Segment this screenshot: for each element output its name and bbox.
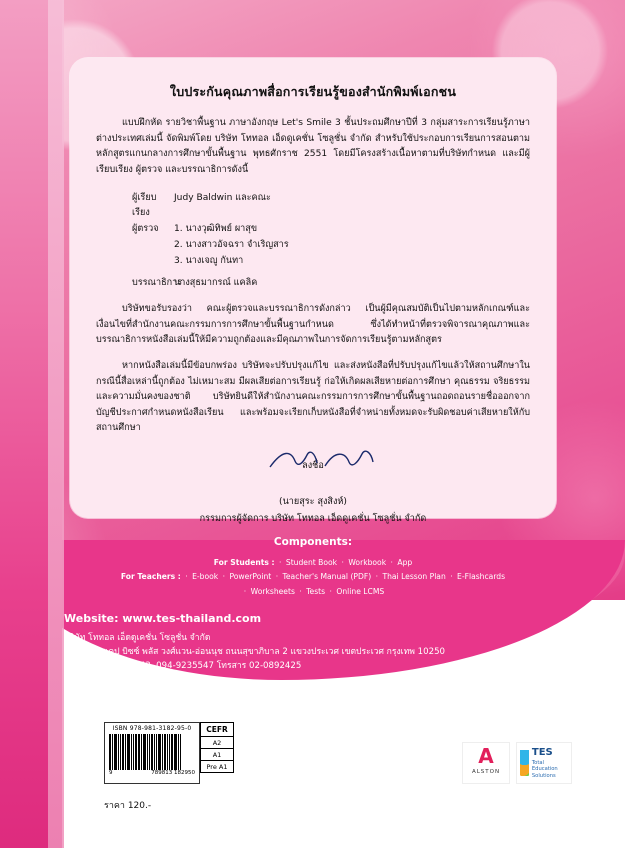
cefr-level: A2: [201, 737, 233, 749]
component-item: Tests: [306, 586, 326, 596]
signature-label: ลงชื่อ: [302, 461, 324, 472]
paragraph-3: หากหนังสือเล่มนี้มีข้อบกพร่อง บริษัทจะปรับปรุงแก้ไข และส่งหนังสือที่ปรับปรุงแก้ไขแล้วให้สถานศึกษาในกรณีนี้สื่อเหล่านี้ถูกต้อง ไม่เหมาะสม มีผลเสียต่อการเรียนรู้ ก่อให้เกิดผลเสียหายต่อการศึกษา คุณธรรม จริยธรรม และความมั่นคงของชาติ บริษัทยินดีให้สำนักงานคณะกรรมการการศึกษาขั้นพื้นฐานถอดถอนรายชื่อออกจากบัญชีประกาศกำหนดหนังสือเรียน และพร้อมจะเรียกเก็บหนังสือที่จำหน่ายทั้งหมดจะรับผิดชอบค่าเสียหายให้กับสถานศึกษา: [96, 360, 530, 434]
components-row-label: For Teachers :: [120, 572, 181, 582]
role-label: ผู้เรียบเรียง: [132, 192, 157, 219]
role-label: บรรณาธิการ: [132, 278, 183, 289]
component-item: Workbook: [348, 558, 387, 567]
company-phone: โทรศัพท์ 02-1154943, 094-9235547 โทรสาร 02-0892425: [64, 661, 302, 672]
alston-name: ALSTON: [471, 769, 501, 775]
role-row: [96, 276, 530, 292]
components-row-label: For Students :: [213, 558, 275, 567]
alston-logo: [462, 742, 510, 784]
barcode-bars: [109, 734, 195, 770]
components-row-extra: [70, 585, 556, 599]
bullet-icon: ·: [341, 558, 344, 567]
component-item: Worksheets: [250, 586, 295, 596]
component-item: Online LCMS: [336, 586, 385, 596]
components-section: [70, 536, 556, 599]
bullet-icon: ·: [450, 572, 453, 582]
role-value: 1. นางวุฒิทิพย์ ผาสุข: [174, 224, 258, 235]
signer-position: กรรมการผู้จัดการ บริษัท โททอล เอ็ดดูเคชั่น โซลูชั่น จำกัด: [199, 514, 427, 525]
components-title: Components:: [273, 536, 353, 548]
bullet-icon: ·: [222, 572, 226, 582]
signer-name: (นายสุระ สุงสิงห์): [279, 497, 347, 508]
isbn-text: ISBN 978-981-3182-95-0: [112, 725, 192, 732]
quality-assurance-panel: [70, 58, 556, 525]
contact-section: [64, 612, 584, 674]
signature-icon: [265, 447, 385, 473]
role-sub-row: [96, 238, 530, 254]
page-title: ใบประกันคุณภาพสื่อการเรียนรู้ของสำนักพิมพ์เอกชน: [169, 84, 457, 99]
cefr-level: Pre A1: [206, 762, 228, 771]
price-label: ราคา 120.-: [104, 801, 152, 811]
roles-list: [96, 191, 530, 292]
role-value: นางสุธมากรณ์ แคลิค: [174, 278, 258, 289]
bullet-icon: ·: [279, 558, 282, 567]
cefr-table: [200, 722, 234, 773]
component-item: App: [397, 558, 413, 567]
tes-logo: [516, 742, 572, 784]
role-value: Judy Baldwin และคณะ: [174, 192, 271, 203]
company-name: บริษัท โททอล เอ็ดดูเคชั่น โซลูชั่น จำกัด: [64, 633, 211, 643]
bullet-icon: ·: [243, 586, 247, 596]
signature-block: [96, 453, 530, 527]
bullet-icon: ·: [375, 572, 379, 582]
spacer: [96, 254, 174, 270]
component-item: Student Book: [285, 558, 338, 567]
role-value: 3. นางเจญู กันทา: [174, 256, 244, 267]
spine-strip-inner: [48, 0, 64, 848]
components-row-teachers: [70, 570, 556, 584]
paragraph-2: บริษัทขอรับรองว่า คณะผู้ตรวจและบรรณาธิการดังกล่าว เป็นผู้มีคุณสมบัติเป็นไปตามหลักเกณฑ์และเงื่อนไขที่สำนักงานคณะกรรมการการศึกษาขั้นพื้นฐานกำหนด ซึ่งได้ทำหน้าที่ตรวจพิจารณาคุณภาพและบรรณาธิการหนังสือเล่มนี้ให้มีความถูกต้องและมีคุณภาพในการจัดการเรียนรู้ตามหลักสูตร: [96, 304, 530, 346]
bullet-icon: ·: [299, 586, 302, 596]
alston-mark-icon: A: [478, 744, 494, 768]
bullet-icon: ·: [275, 572, 279, 582]
cefr-level: A1: [201, 749, 233, 761]
tes-abbr: TES: [531, 747, 553, 758]
paragraph-1: แบบฝึกหัด รายวิชาพื้นฐาน ภาษาอังกฤษ Let's Smile 3 ชั้นประถมศึกษาปีที่ 3 กลุ่มสาระการเรียนรู้ภาษาต่างประเทศเล่มนี้ จัดพิมพ์โดย บริษัท โททอล เอ็ดดูเคชั่น โซลูชั่น จำกัด สำหรับใช้ประกอบการเรียนการสอนตามหลักสูตรแกนกลางการศึกษาขั้นพื้นฐาน พุทธศักราช 2551 โดยมีโครงสร้างเนื้อหาตามที่บริษัทกำหนด และมีผู้เรียบเรียง ผู้ตรวจ และบรรณาธิการดังนี้: [96, 118, 530, 175]
component-item: PowerPoint: [229, 572, 272, 582]
barcode-digits: [105, 770, 199, 776]
role-row: [96, 191, 530, 223]
website-link[interactable]: Website: www.tes-thailand.com: [64, 612, 262, 625]
barcode-digit-left: 9: [109, 770, 113, 776]
bullet-icon: ·: [329, 586, 332, 596]
tes-full-name: Total Education Solutions: [531, 759, 558, 779]
barcode: [104, 722, 200, 784]
component-item: Thai Lesson Plan: [382, 572, 446, 582]
company-address: 24/25 เอชเคป บิซซ์ พลัส วงศ์แวน-อ่อนนุช ถนนสุขาภิบาล 2 แขวงประเวศ เขตประเวศ กรุงเทพ 10250: [64, 647, 446, 658]
component-item: E-book: [192, 572, 219, 582]
barcode-digit-right: 789813 182950: [151, 770, 195, 776]
role-row: [96, 222, 530, 238]
role-value: 2. นางสาวอัจฉรา จำเริญสาร: [174, 240, 289, 251]
tes-logo-text: [532, 747, 568, 779]
role-label: ผู้ตรวจ: [132, 224, 159, 235]
cefr-header: CEFR: [201, 723, 233, 737]
bullet-icon: ·: [185, 572, 188, 582]
component-item: Teacher's Manual (PDF): [282, 572, 372, 582]
components-row-students: [70, 556, 556, 570]
tes-symbol-icon: [520, 750, 529, 776]
role-sub-row: [96, 254, 530, 270]
bullet-icon: ·: [390, 558, 393, 567]
component-item: E-Flashcards: [457, 572, 506, 582]
spacer: [96, 238, 174, 254]
